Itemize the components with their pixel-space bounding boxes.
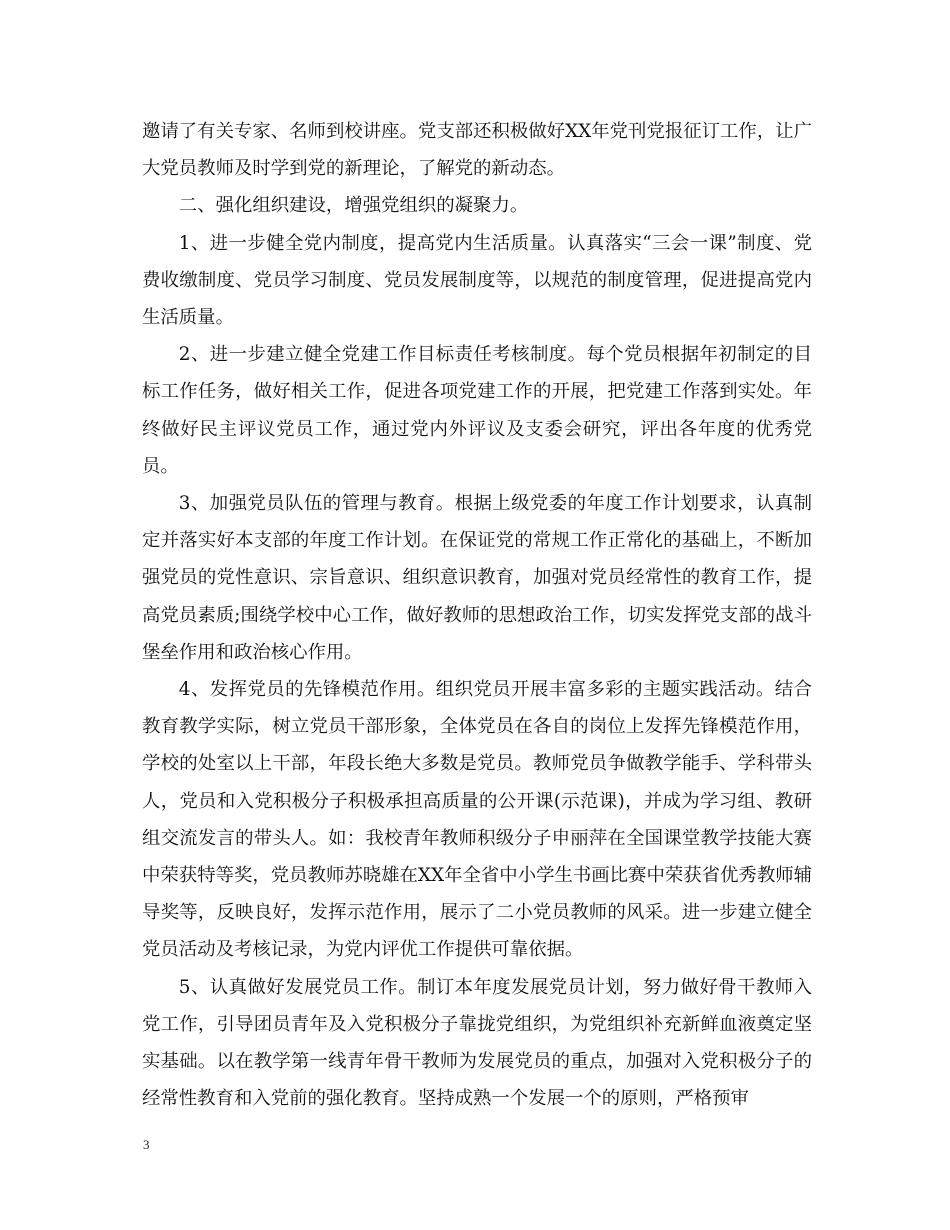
section-heading-organization: 二、强化组织建设，增强党组织的凝聚力。 <box>178 195 529 217</box>
paragraph-item-5: 5、认真做好发展党员工作。制订本年度发展党员计划，努力做好骨干教师入党工作，引导团员青年及入党积极分子靠拢党组织，为党组织补充新鲜血液奠定坚实基础。以在教学第一线青年骨干教师为发展党员的重点，加强对入党积极分子的经常性教育和入党前的强化教育。坚持成熟一个发展一个的原则，严格预审 <box>142 976 812 1110</box>
paragraph-item-1: 1、进一步健全党内制度，提高党内生活质量。认真落实“三会一课”制度、党费收缴制度、党员学习制度、党员发展制度等，以规范的制度管理，促进提高党内生活质量。 <box>142 232 812 329</box>
page-number: 3 <box>143 1137 150 1152</box>
paragraph-continuation: 邀请了有关专家、名师到校讲座。党支部还积极做好XX年党刊党报征订工作，让广大党员教师及时学到党的新理论，了解党的新动态。 <box>142 121 812 180</box>
paragraph-item-3: 3、加强党员队伍的管理与教育。根据上级党委的年度工作计划要求，认真制定并落实好本支部的年度工作计划。在保证党的常规工作正常化的基础上，不断加强党员的党性意识、宗旨意识、组织意识教育，加强对党员经常性的教育工作，提高党员素质;围绕学校中心工作，做好教师的思想政治工作，切实发挥党支部的战斗堡垒作用和政治核心作用。 <box>142 493 812 663</box>
paragraph-item-2: 2、进一步建立健全党建工作目标责任考核制度。每个党员根据年初制定的目标工作任务，做好相关工作，促进各项党建工作的开展，把党建工作落到实处。年终做好民主评议党员工作，通过党内外评议及支委会研究，评出各年度的优秀党员。 <box>142 344 812 477</box>
paragraph-item-4: 4、发挥党员的先锋模范作用。组织党员开展丰富多彩的主题实践活动。结合教育教学实际，树立党员干部形象，全体党员在各自的岗位上发挥先锋模范作用，学校的处室以上干部，年段长绝大多数是党员。教师党员争做教学能手、学科带头人，党员和入党积极分子积极承担高质量的公开课(示范课)，并成为学习组、教研组交流发言的带头人。如：我校青年教师积级分子申丽萍在全国课堂教学技能大赛中荣获特等奖，党员教师苏晓雄在XX年全省中小学生书画比赛中荣获省优秀教师辅导奖等，反映良好，发挥示范作用，展示了二小党员教师的风采。进一步建立健全党员活动及考核记录，为党内评优工作提供可靠依据。 <box>142 679 812 961</box>
document-body <box>142 113 812 1117</box>
